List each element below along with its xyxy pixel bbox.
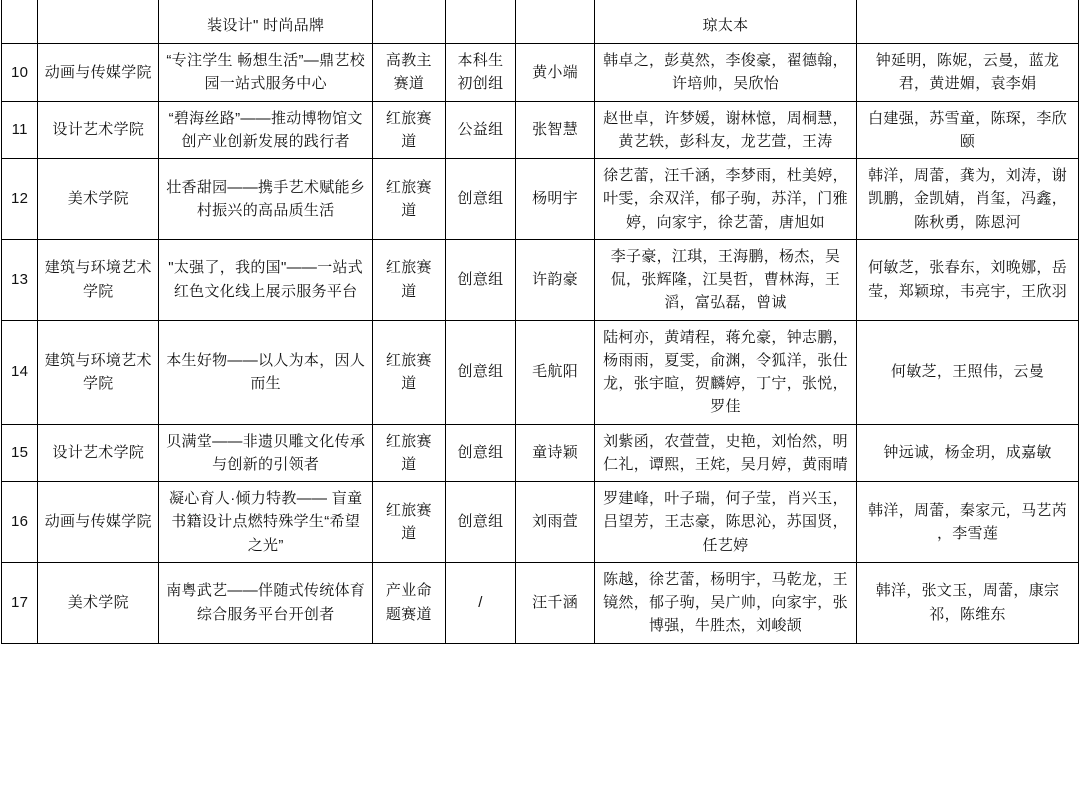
cell-group: 创意组 <box>445 239 516 320</box>
cell-index: 16 <box>2 482 38 563</box>
cell-advisors: 何敏芝，张春东，刘晚娜，岳莹，郑颖琼，韦亮宇，王欣羽 <box>857 239 1079 320</box>
cell-advisors: 何敏芝，王照伟，云曼 <box>857 320 1079 424</box>
cell-leader: 黄小端 <box>516 44 595 102</box>
cell-college: 建筑与环境艺术学院 <box>38 239 159 320</box>
cell-leader: 杨明宇 <box>516 159 595 240</box>
cell-track-clipped <box>373 0 446 44</box>
cell-leader: 汪千涵 <box>516 562 595 643</box>
table-row <box>2 562 1079 643</box>
cell-advisors: 钟延明，陈妮，云曼，蓝龙君，黄进媚，袁李娟 <box>857 44 1079 102</box>
cell-index: 15 <box>2 424 38 482</box>
cell-track: 红旅赛道 <box>373 239 446 320</box>
cell-group: 创意组 <box>445 482 516 563</box>
table-body <box>2 0 1079 643</box>
cell-index-clipped <box>2 0 38 44</box>
cell-group: 本科生初创组 <box>445 44 516 102</box>
cell-title: "太强了，我的国"——一站式红色文化线上展示服务平台 <box>159 239 373 320</box>
cell-title: 本生好物——以人为本，因人而生 <box>159 320 373 424</box>
cell-track: 红旅赛道 <box>373 101 446 159</box>
cell-title: 壮香甜园——携手艺术赋能乡村振兴的高品质生活 <box>159 159 373 240</box>
cell-group: 公益组 <box>445 101 516 159</box>
table-row <box>2 159 1079 240</box>
cell-group: 创意组 <box>445 424 516 482</box>
cell-leader: 童诗颖 <box>516 424 595 482</box>
table-row <box>2 101 1079 159</box>
cell-members: 李子豪，江琪，王海鹏，杨杰，吴侃，张辉隆，江昊哲，曹林海，王滔，富弘磊，曾诚 <box>594 239 856 320</box>
cell-advisors: 韩洋，周蕾，秦家元，马艺芮 ，李雪莲 <box>857 482 1079 563</box>
cell-group: 创意组 <box>445 159 516 240</box>
cell-members: 刘紫函，农萱萱，史艳，刘怡然，明仁礼，谭熙，王姹，吴月婷，黄雨晴 <box>594 424 856 482</box>
cell-members: 韩卓之，彭莫然，李俊豪，翟德翰，许培帅，吴欣怡 <box>594 44 856 102</box>
cell-advisors: 白建强，苏雪童，陈琛，李欣颐 <box>857 101 1079 159</box>
cell-college: 动画与传媒学院 <box>38 482 159 563</box>
cell-index: 14 <box>2 320 38 424</box>
cell-index: 10 <box>2 44 38 102</box>
cell-college: 美术学院 <box>38 159 159 240</box>
cell-track: 高教主赛道 <box>373 44 446 102</box>
cell-title: 南粤武艺——伴随式传统体育综合服务平台开创者 <box>159 562 373 643</box>
cell-college: 建筑与环境艺术学院 <box>38 320 159 424</box>
cell-advisors: 韩洋，周蕾，龚为，刘涛，谢凯鹏，金凯婧，肖玺，冯鑫，陈秋勇，陈恩河 <box>857 159 1079 240</box>
cell-college-clipped <box>38 0 159 44</box>
cell-track: 红旅赛道 <box>373 159 446 240</box>
cell-leader: 毛航阳 <box>516 320 595 424</box>
cell-group-clipped <box>445 0 516 44</box>
cell-title: “专注学生 畅想生活”—鼎艺校园一站式服务中心 <box>159 44 373 102</box>
cell-track: 产业命题赛道 <box>373 562 446 643</box>
table-row <box>2 320 1079 424</box>
project-listing-table <box>1 0 1079 644</box>
cell-track: 红旅赛道 <box>373 482 446 563</box>
cell-advisors-clipped <box>857 0 1079 44</box>
cell-title-clipped: 装设计" 时尚品牌 <box>159 0 373 44</box>
cell-title: “碧海丝路”——推动博物馆文创产业创新发展的践行者 <box>159 101 373 159</box>
cell-group: / <box>445 562 516 643</box>
table-row <box>2 424 1079 482</box>
cell-title: 贝满堂——非遗贝雕文化传承与创新的引领者 <box>159 424 373 482</box>
cell-advisors: 韩洋，张文玉，周蕾，康宗祁，陈维东 <box>857 562 1079 643</box>
cell-members-clipped: 琼太本 <box>594 0 856 44</box>
cell-leader: 许韵豪 <box>516 239 595 320</box>
cell-members: 徐艺蕾，汪千涵，李梦雨，杜美婷，叶雯，余双洋，郁子驹，苏洋，门雅婷，向家宇，徐艺蕾，唐旭如 <box>594 159 856 240</box>
cell-college: 设计艺术学院 <box>38 101 159 159</box>
table-row <box>2 482 1079 563</box>
cell-index: 12 <box>2 159 38 240</box>
cell-college: 美术学院 <box>38 562 159 643</box>
cell-members: 罗建峰，叶子瑞，何子莹，肖兴玉，吕望芳，王志豪，陈思沁，苏国贤，任艺婷 <box>594 482 856 563</box>
cell-leader: 张智慧 <box>516 101 595 159</box>
table-row <box>2 239 1079 320</box>
table-row <box>2 44 1079 102</box>
cell-leader: 刘雨萱 <box>516 482 595 563</box>
cell-college: 设计艺术学院 <box>38 424 159 482</box>
cell-members: 陆柯亦，黄靖程，蒋允豪，钟志鹏，杨雨雨，夏雯，俞渊，令狐洋，张仕龙，张宇暄，贺麟婷，丁宁，张悦，罗佳 <box>594 320 856 424</box>
cell-index: 13 <box>2 239 38 320</box>
cell-leader-clipped <box>516 0 595 44</box>
cell-advisors: 钟远诚，杨金玥，成嘉敏 <box>857 424 1079 482</box>
cell-members: 陈越，徐艺蕾，杨明宇，马乾龙，王镜然，郁子驹，吴广帅，向家宇，张博强，牛胜杰，刘峻颉 <box>594 562 856 643</box>
cell-title: 凝心育人·倾力特教—— 盲童书籍设计点燃特殊学生“希望之光” <box>159 482 373 563</box>
cell-index: 11 <box>2 101 38 159</box>
table-row-clipped <box>2 0 1079 44</box>
cell-members: 赵世卓，许梦媛，谢林憶，周桐慧，黄艺轶，彭科友，龙艺萱，王涛 <box>594 101 856 159</box>
cell-track: 红旅赛道 <box>373 320 446 424</box>
cell-group: 创意组 <box>445 320 516 424</box>
cell-track: 红旅赛道 <box>373 424 446 482</box>
cell-college: 动画与传媒学院 <box>38 44 159 102</box>
cell-index: 17 <box>2 562 38 643</box>
